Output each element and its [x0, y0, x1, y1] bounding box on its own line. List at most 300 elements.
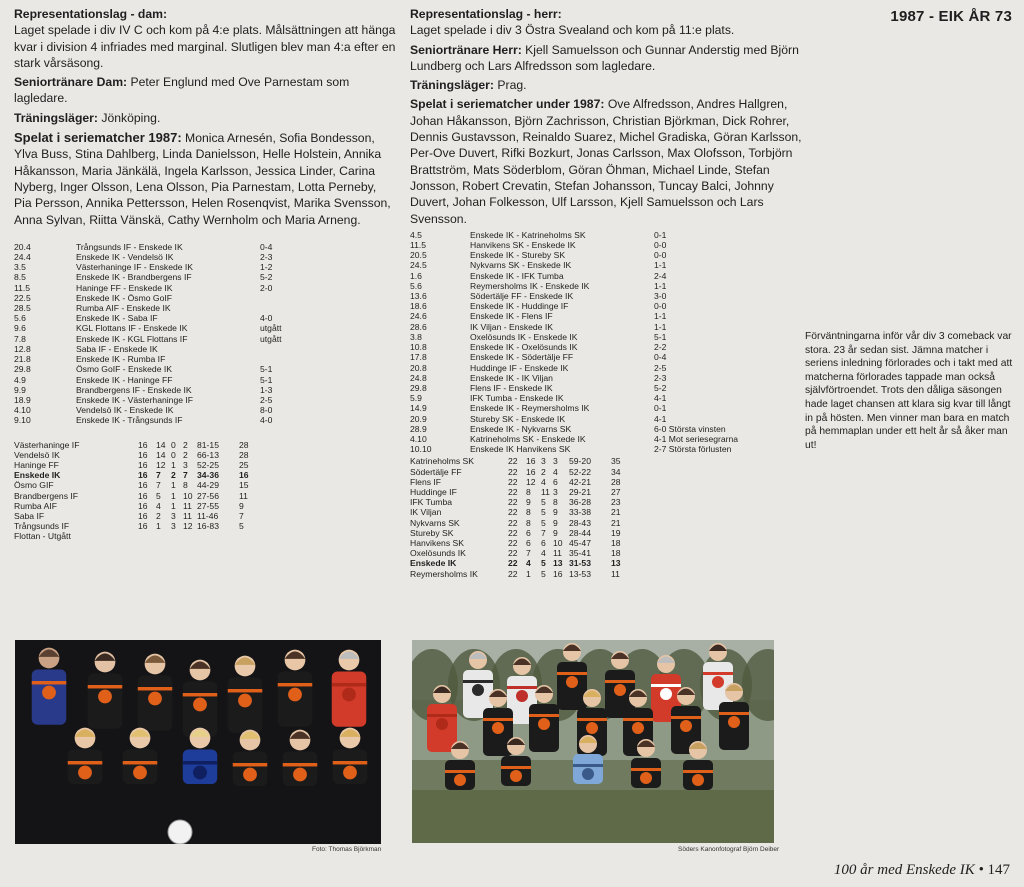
drawn: 2: [541, 466, 546, 477]
match-date: 24.5: [410, 260, 427, 271]
result-row: [410, 271, 794, 281]
match-teams: Enskede IK - Trångsunds IF: [76, 415, 183, 426]
match-score: 0-0: [654, 250, 667, 261]
match-date: 9.10: [14, 415, 31, 426]
played: 22: [508, 527, 518, 538]
goals: 27-56: [197, 490, 219, 501]
result-row: [410, 281, 794, 291]
women-intro: Laget spelade i div IV C och kom på 4:e plats. Målsättningen att hänga kvar i division 4 infriades med marginal. Slutligen blev man 4:a efter en stark vårsäsong.: [14, 23, 396, 70]
drawn: 5: [541, 507, 546, 518]
women-camp-label: Träningsläger:: [14, 110, 98, 125]
women-results-table: [14, 242, 320, 426]
lost: 7: [183, 470, 188, 481]
match-teams: Stureby SK - Enskede IK: [470, 413, 566, 424]
result-row: [14, 354, 320, 364]
lost: 8: [183, 480, 188, 491]
points: 34: [611, 466, 621, 477]
match-date: 5.6: [410, 280, 422, 291]
drawn: 5: [541, 558, 546, 569]
points: 21: [611, 507, 621, 518]
won: 1: [156, 521, 161, 532]
match-teams: KGL Flottans IF - Enskede IK: [76, 323, 188, 334]
match-date: 4.5: [410, 229, 422, 240]
points: [239, 531, 259, 541]
match-date: 20.4: [14, 241, 31, 252]
match-date: 12.8: [14, 343, 31, 354]
match-teams: Enskede IK - Västerhaninge IF: [76, 394, 194, 405]
result-row: [410, 311, 794, 321]
lost: 11: [553, 548, 562, 559]
match-date: 20.9: [410, 413, 427, 424]
result-row: [14, 293, 320, 303]
standings-row: [410, 569, 631, 579]
match-score: 1-3: [260, 384, 273, 395]
standings-row: [14, 460, 259, 470]
lost: 9: [553, 517, 558, 528]
side-note: [805, 330, 1013, 452]
women-camp-text: Jönköping.: [101, 110, 161, 125]
drawn: 1: [171, 459, 176, 470]
result-row: [14, 313, 320, 323]
match-teams: Enskede IK - Stureby SK: [470, 250, 566, 261]
drawn: 1: [171, 480, 176, 491]
lost: 3: [553, 486, 558, 497]
match-score: 2-5: [654, 362, 667, 373]
drawn: 3: [171, 510, 176, 521]
goals: 45-47: [569, 537, 591, 548]
match-score: 5-2: [654, 382, 667, 393]
lost: 11: [183, 500, 192, 511]
match-teams: Enskede IK - IFK Tumba: [470, 270, 564, 281]
result-row: [410, 352, 794, 362]
lost: 13: [553, 558, 563, 569]
match-teams: Enskede IK - Flens IF: [470, 311, 553, 322]
lost: 3: [553, 456, 558, 467]
match-score: 0-4: [260, 241, 273, 252]
team-name: Oxelösunds IK: [410, 548, 466, 559]
team-name: IFK Tumba: [410, 497, 453, 508]
won: 2: [156, 510, 161, 521]
result-row: [14, 415, 320, 425]
standings-row: [14, 531, 259, 541]
team-name: Nykvarns SK: [410, 517, 460, 528]
women-coach-label: Seniortränare Dam:: [14, 75, 128, 90]
result-row: [410, 332, 794, 342]
drawn: [171, 531, 183, 541]
goals: 52-25: [197, 459, 219, 470]
men-column: [410, 0, 802, 579]
lost: 9: [553, 527, 558, 538]
points: 28: [239, 449, 249, 460]
result-row: [410, 301, 794, 311]
match-date: 20.8: [410, 362, 427, 373]
points: 15: [239, 480, 249, 491]
goals: 35-41: [569, 548, 591, 559]
team-name: IK Viljan: [410, 507, 442, 518]
match-teams: Enskede IK - Haninge FF: [76, 374, 173, 385]
match-teams: Trångsunds IF - Enskede IK: [76, 241, 183, 252]
standings-row: [410, 497, 631, 507]
played: 16: [138, 459, 148, 470]
match-score: [260, 293, 320, 303]
lost: 12: [183, 521, 193, 532]
won: 6: [526, 527, 531, 538]
points: 7: [239, 510, 244, 521]
match-score: 0-1: [654, 403, 667, 414]
match-date: 9.9: [14, 384, 26, 395]
result-row: [14, 303, 320, 313]
match-date: 4.10: [410, 433, 427, 444]
points: 28: [239, 439, 249, 450]
standings-row: [14, 450, 259, 460]
points: 11: [611, 568, 620, 579]
match-date: 3.5: [14, 262, 26, 273]
match-score: 5-1: [260, 374, 273, 385]
men-coach-text: Kjell Samuelsson och Gunnar Anderstig med Björn Lundberg och Lars Alfredsson som lagledare.: [410, 42, 799, 73]
match-teams: Enskede IK - Rumba IF: [76, 354, 166, 365]
match-date: 18.6: [410, 301, 427, 312]
match-date: 24.4: [14, 252, 31, 263]
match-score: [260, 354, 320, 364]
drawn: 7: [541, 527, 546, 538]
points: 27: [611, 486, 621, 497]
match-score: 2-3: [260, 252, 273, 263]
drawn: 0: [171, 439, 176, 450]
match-teams: Flens IF - Enskede IK: [470, 382, 553, 393]
team-name: Saba IF: [14, 510, 45, 521]
match-teams: Enskede IK - Katrineholms SK: [470, 229, 586, 240]
men-heading: Representationslag - herr:: [410, 7, 562, 21]
won: 12: [526, 476, 536, 487]
points: 16: [239, 470, 249, 481]
goals: 27-55: [197, 500, 219, 511]
team-name: Ösmo GIF: [14, 480, 54, 491]
won: 16: [526, 456, 536, 467]
won: 5: [156, 490, 161, 501]
match-score: 1-1: [654, 311, 667, 322]
match-teams: Vendelsö IK - Enskede IK: [76, 405, 174, 416]
won: 7: [156, 470, 161, 481]
match-score: 0-0: [654, 301, 667, 312]
result-row: [14, 242, 320, 252]
match-teams: Enskede IK - Oxelösunds IK: [470, 342, 578, 353]
points: 35: [611, 456, 621, 467]
team-name: Vendelsö IK: [14, 449, 60, 460]
match-date: 28.6: [410, 321, 427, 332]
result-row: [410, 250, 794, 260]
played: 22: [508, 517, 518, 528]
match-date: 9.6: [14, 323, 26, 334]
played: 22: [508, 568, 518, 579]
won: 8: [526, 517, 531, 528]
team-name: Västerhaninge IF: [14, 439, 80, 450]
match-date: 1.6: [410, 270, 422, 281]
match-date: 24.8: [410, 372, 427, 383]
standings-row: [14, 480, 259, 490]
page-footer: [834, 862, 1010, 879]
lost: 6: [553, 476, 558, 487]
drawn: 5: [541, 517, 546, 528]
match-date: 21.8: [14, 354, 31, 365]
match-score: 8-0: [260, 405, 273, 416]
lost: 10: [183, 490, 193, 501]
match-teams: Nykvarns SK - Enskede IK: [470, 260, 572, 271]
match-date: 10.10: [410, 444, 432, 455]
match-teams: Enskede IK - Reymersholms IK: [470, 403, 590, 414]
team-name: Trångsunds IF: [14, 521, 70, 532]
match-teams: Enskede IK - Nykvarns SK: [470, 423, 572, 434]
drawn: 5: [541, 568, 546, 579]
match-date: 4.10: [14, 405, 31, 416]
standings-row: [14, 501, 259, 511]
points: 21: [611, 517, 621, 528]
women-team-photo: [15, 640, 381, 844]
standings-row: [410, 456, 631, 466]
match-date: 8.5: [14, 272, 26, 283]
standings-row: [14, 440, 259, 450]
match-date: 11.5: [410, 240, 427, 251]
match-date: 5.6: [14, 313, 26, 324]
team-name: Flens IF: [410, 476, 442, 487]
match-date: 29.8: [410, 382, 427, 393]
match-teams: IK Viljan - Enskede IK: [470, 321, 553, 332]
men-intro: Laget spelade i div 3 Östra Svealand och kom på 11:e plats.: [410, 23, 735, 38]
points: 11: [239, 490, 248, 501]
match-score: 5-1: [260, 364, 273, 375]
team-name: Enskede IK: [14, 470, 61, 481]
women-photo-caption: Foto: Thomas Björkman: [312, 846, 382, 853]
result-row: [410, 403, 794, 413]
goals: 13-53: [569, 568, 591, 579]
lost: 9: [553, 507, 558, 518]
men-team-photo: [412, 640, 774, 843]
played: 22: [508, 466, 518, 477]
match-score: 2-7 Största förlusten: [654, 444, 732, 455]
result-row: [410, 363, 794, 373]
match-date: 10.8: [410, 342, 427, 353]
goals: 29-21: [569, 486, 591, 497]
match-date: 17.8: [410, 352, 427, 363]
match-date: 11.5: [14, 282, 31, 293]
standings-row: [410, 548, 631, 558]
match-date: 24.6: [410, 311, 427, 322]
standings-row: [410, 467, 631, 477]
drawn: 1: [171, 500, 176, 511]
match-score: 4-1: [654, 393, 667, 404]
match-score: 1-2: [260, 262, 273, 273]
result-row: [14, 323, 320, 333]
match-score: 1-1: [654, 260, 667, 271]
match-teams: Enskede IK - KGL Flottans IF: [76, 333, 188, 344]
match-date: 5.9: [410, 393, 422, 404]
won: 14: [156, 449, 166, 460]
men-photo-caption: Söders Kanonfotograf Björn Deiber: [678, 846, 780, 853]
match-date: 28.9: [410, 423, 427, 434]
goals: 59-20: [569, 456, 591, 467]
match-teams: Enskede IK - Södertälje FF: [470, 352, 574, 363]
standings-row: [14, 511, 259, 521]
played: 22: [508, 486, 518, 497]
goals: 81-15: [197, 439, 219, 450]
team-name: Reymersholms IK: [410, 568, 478, 579]
played: 16: [138, 480, 148, 491]
points: 28: [611, 476, 621, 487]
lost: 2: [183, 439, 188, 450]
match-teams: Hanvikens SK - Enskede IK: [470, 240, 576, 251]
goals: 28-44: [569, 527, 591, 538]
match-score: [260, 303, 320, 313]
team-name: Flottan - Utgått: [14, 531, 71, 542]
match-score: 2-3: [654, 372, 667, 383]
match-score: 0-4: [654, 352, 667, 363]
goals: 36-28: [569, 497, 591, 508]
match-score: 0-0: [654, 240, 667, 251]
team-name: Brandbergens IF: [14, 490, 79, 501]
men-coach-label: Seniortränare Herr:: [410, 42, 522, 57]
goals: 34-36: [197, 470, 219, 481]
match-score: 2-2: [654, 342, 667, 353]
match-score: 2-4: [654, 270, 667, 281]
match-date: 28.5: [14, 303, 31, 314]
won: 9: [526, 497, 531, 508]
match-teams: Reymersholms IK - Enskede IK: [470, 280, 590, 291]
lost: 3: [183, 459, 188, 470]
women-coach-text: Peter Englund med Ove Parnestam som lagledare.: [14, 75, 350, 106]
match-score: 2-5: [260, 394, 273, 405]
drawn: 6: [541, 537, 546, 548]
played: 16: [138, 510, 148, 521]
result-row: [410, 424, 794, 434]
men-players-text: Ove Alfredsson, Andres Hallgren, Johan Håkansson, Björn Zachrisson, Christian Björkman, Dick Rohrer, Dennis Gustavsson, Reinaldo Suarez, Michel Gradiska, Göran Karlsson, Per-Ove Duvert, Rifki Bozkurt, Jonas Carlsson, Max Olofsson, Torbjörn Brattström, Mats Söderblom, Göran Öhman, Michael Linde, Stefan Jonsson, Robert Crevatin, Stefan Johansson, Tuncay Balci, Johnny Duvert, Johan Folkesson, Ulf Larsson, Kjell Samuelsson och Lars Svensson.: [410, 97, 802, 226]
result-row: [410, 291, 794, 301]
drawn: 2: [171, 470, 176, 481]
drawn: 4: [541, 548, 546, 559]
goals: 11-46: [197, 510, 219, 521]
result-row: [14, 375, 320, 385]
result-row: [410, 240, 794, 250]
team-name: Södertälje FF: [410, 466, 462, 477]
men-players-label: Spelat i seriematcher under 1987:: [410, 97, 605, 112]
men-results-table: [410, 230, 794, 454]
footer-separator: •: [974, 862, 988, 878]
goals: 28-43: [569, 517, 591, 528]
played: 22: [508, 507, 518, 518]
drawn: 11: [541, 486, 550, 497]
lost: 2: [183, 449, 188, 460]
won: 4: [156, 500, 161, 511]
drawn: 1: [171, 490, 176, 501]
points: 9: [239, 500, 244, 511]
played: [138, 531, 156, 541]
team-name: Stureby SK: [410, 527, 454, 538]
match-score: utgått: [260, 333, 282, 344]
points: 25: [239, 459, 249, 470]
result-row: [410, 260, 794, 270]
result-row: [14, 252, 320, 262]
standings-row: [410, 477, 631, 487]
result-row: [410, 322, 794, 332]
won: 7: [156, 480, 161, 491]
goals: 44-29: [197, 480, 219, 491]
won: 7: [526, 548, 531, 559]
team-name: Enskede IK: [410, 558, 457, 569]
goals: [197, 531, 239, 541]
won: 8: [526, 486, 531, 497]
lost: [183, 531, 197, 541]
match-date: 4.9: [14, 374, 26, 385]
played: 16: [138, 490, 148, 501]
standings-row: [14, 491, 259, 501]
points: 19: [611, 527, 621, 538]
goals: 31-53: [569, 558, 591, 569]
won: 8: [526, 507, 531, 518]
women-players-text: Monica Arnesén, Sofia Bondesson, Ylva Buss, Stina Dahlberg, Linda Danielsson, Helle Holstein, Annika Håkansson, Maria Jänkälä, Ingela Karlsson, Jessica Linder, Carina Nyberg, Inger Olsson, Lena Olsson, Pia Parnestam, Lotta Perneby, Pia Persson, Annika Pettersson, Helen Rosenqvist, Marika Svensson, Anna Sylvan, Riitta Vänskä, Cathy Wernholm och Maria Arneng.: [14, 131, 391, 227]
points: 18: [611, 537, 621, 548]
result-row: [410, 230, 794, 240]
won: 14: [156, 439, 166, 450]
match-teams: Enskede IK - Huddinge IF: [470, 301, 569, 312]
goals: 52-22: [569, 466, 591, 477]
points: 23: [611, 497, 621, 508]
match-date: 20.5: [410, 250, 427, 261]
standings-row: [410, 558, 631, 568]
match-teams: Rumba AIF - Enskede IK: [76, 303, 171, 314]
goals: 42-21: [569, 476, 591, 487]
match-date: 13.6: [410, 291, 427, 302]
standings-row: [410, 507, 631, 517]
match-date: 14.9: [410, 403, 427, 414]
team-name: Hanvikens SK: [410, 537, 464, 548]
match-teams: Västerhaninge IF - Enskede IK: [76, 262, 194, 273]
drawn: 3: [541, 456, 546, 467]
played: 16: [138, 521, 148, 532]
match-teams: Huddinge IF - Enskede IK: [470, 362, 569, 373]
standings-row: [410, 487, 631, 497]
match-teams: Katrineholms SK - Enskede IK: [470, 433, 586, 444]
match-teams: Enskede IK - IK Viljan: [470, 372, 553, 383]
football-icon: [168, 820, 192, 844]
page-title: 1987 - EIK ÅR 73: [890, 8, 1012, 25]
standings-row: [14, 470, 259, 480]
match-date: 18.9: [14, 394, 31, 405]
match-date: 7.8: [14, 333, 26, 344]
women-standings-table: [14, 440, 259, 542]
result-row: [410, 342, 794, 352]
men-camp-label: Träningsläger:: [410, 78, 494, 93]
women-players-label: Spelat i seriematcher 1987:: [14, 130, 182, 146]
played: 16: [138, 470, 148, 481]
match-score: 5-2: [260, 272, 273, 283]
result-row: [14, 364, 320, 374]
match-score: 5-1: [654, 331, 667, 342]
result-row: [14, 395, 320, 405]
points: 18: [611, 548, 621, 559]
match-teams: Brandbergens IF - Enskede IK: [76, 384, 192, 395]
standings-row: [14, 521, 259, 531]
drawn: 5: [541, 497, 546, 508]
result-row: [14, 272, 320, 282]
match-score: [260, 344, 320, 354]
won: 1: [526, 568, 531, 579]
points: 13: [611, 558, 621, 569]
result-row: [14, 405, 320, 415]
match-score: 1-1: [654, 321, 667, 332]
won: 12: [156, 459, 166, 470]
won: 16: [526, 466, 536, 477]
played: 22: [508, 476, 518, 487]
lost: 8: [553, 497, 558, 508]
played: 22: [508, 558, 518, 569]
